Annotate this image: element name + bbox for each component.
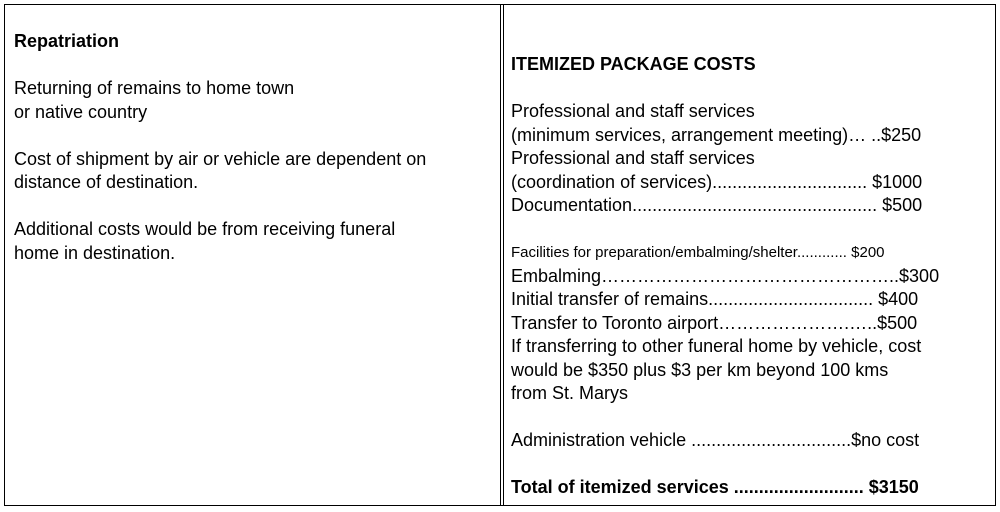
- cost-item: Documentation................................................. $500: [511, 195, 923, 215]
- cost-item: Embalming…………………………………………..$300: [511, 265, 940, 286]
- cost-item: Professional and staff services: [511, 101, 755, 121]
- cost-item: Administration vehicle ................................$no cost: [511, 430, 920, 450]
- cost-item: Facilities for preparation/embalming/shelter............ $200: [511, 244, 885, 261]
- itemized-costs-column: [511, 53, 991, 500]
- itemized-costs-title: ITEMIZED PACKAGE COSTS: [511, 54, 756, 74]
- repatriation-text-line: Returning of remains to home town: [14, 78, 295, 98]
- cost-item: Professional and staff services: [511, 148, 755, 168]
- column-divider: [500, 4, 501, 506]
- cost-item: Transfer to Toronto airport………………….…..$500: [511, 312, 918, 333]
- repatriation-text-line: or native country: [14, 101, 148, 122]
- column-divider-inner: [503, 4, 504, 506]
- shipment-text-line: Cost of shipment by air or vehicle are dependent on: [14, 148, 427, 169]
- transfer-note-line: If transferring to other funeral home by vehicle, cost: [511, 336, 922, 356]
- repatriation-column: [14, 30, 494, 265]
- repatriation-title: Repatriation: [14, 31, 120, 51]
- total-line: Total of itemized services .......................... $3150: [511, 477, 919, 497]
- transfer-note-line: would be $350 plus $3 per km beyond 100 kms: [511, 359, 889, 380]
- additional-costs-line: Additional costs would be from receiving funeral: [14, 219, 396, 239]
- cost-item: (minimum services, arrangement meeting)… ..$250: [511, 124, 922, 145]
- additional-costs-line: home in destination.: [14, 242, 176, 263]
- cost-item: Initial transfer of remains................................. $400: [511, 289, 919, 309]
- shipment-text-line: distance of destination.: [14, 172, 199, 192]
- cost-item: (coordination of services)............................... $1000: [511, 171, 923, 192]
- transfer-note-line: from St. Marys: [511, 383, 629, 403]
